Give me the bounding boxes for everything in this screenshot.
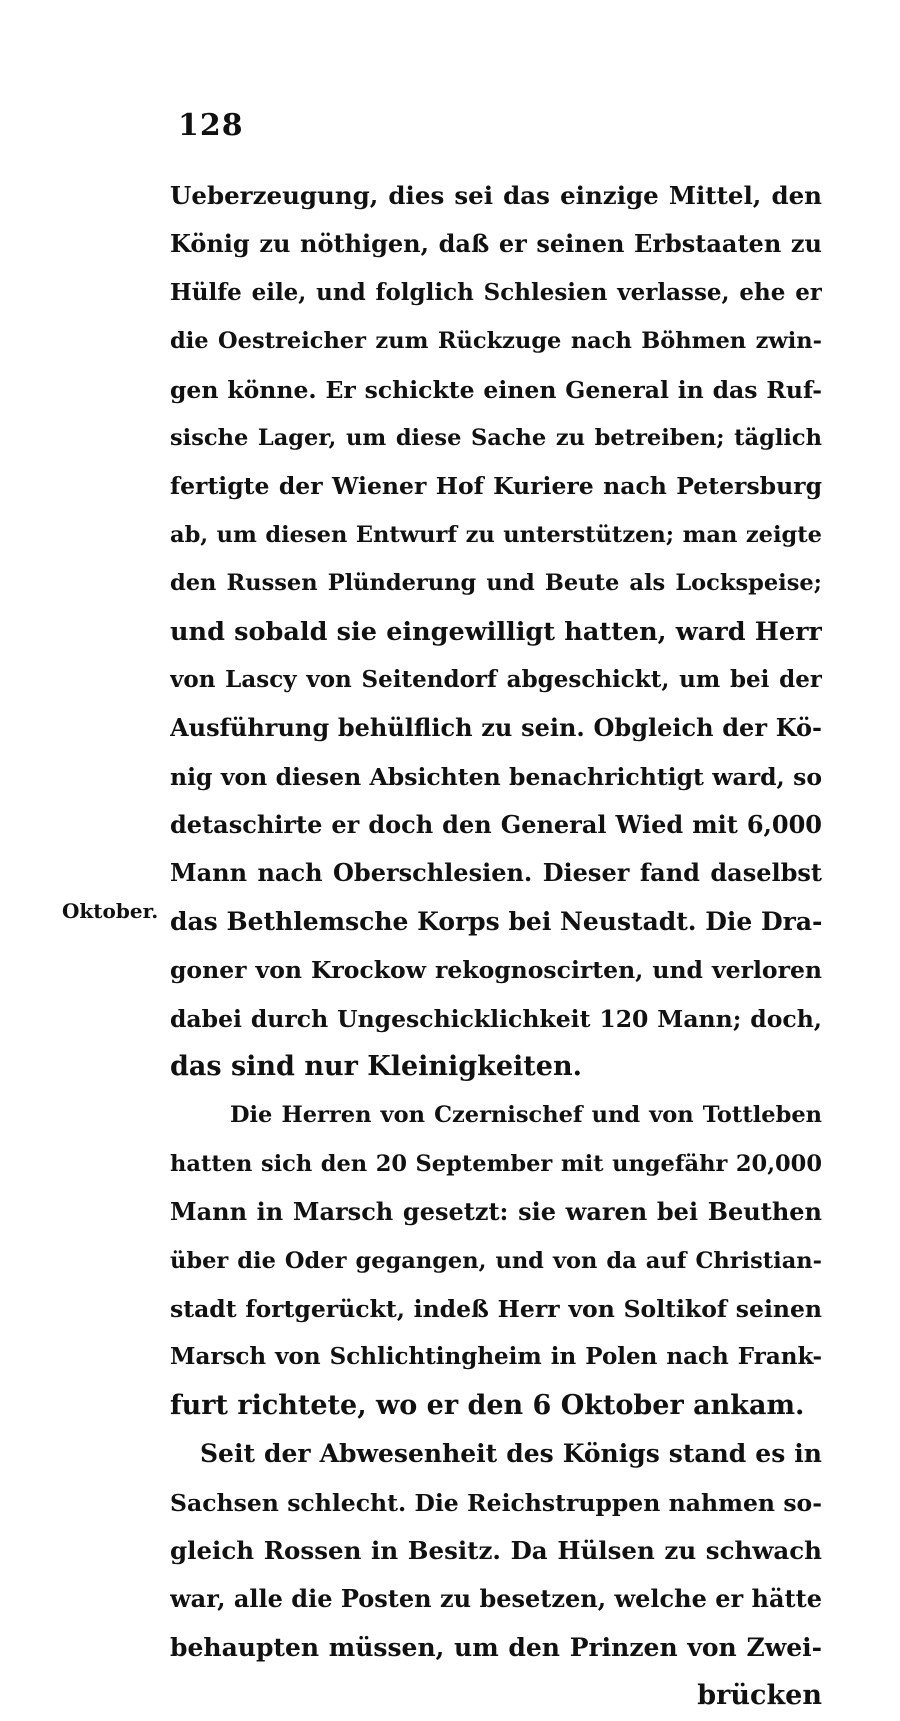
text-line: detaschirte er doch den General Wied mit 6,000 bbox=[170, 810, 822, 840]
text-line: Sachsen schlecht. Die Reichstruppen nahmen so- bbox=[170, 1488, 822, 1517]
text-line: über die Oder gegangen, und von da auf Christian- bbox=[170, 1247, 822, 1274]
body-text bbox=[170, 172, 822, 1721]
text-line: König zu nöthigen, daß er seinen Erbstaaten zu bbox=[170, 229, 822, 259]
text-line: das Bethlemsche Korps bei Neustadt. Die Dra- bbox=[170, 906, 822, 936]
text-line: stadt fortgerückt, indeß Herr von Soltikof seinen bbox=[170, 1294, 822, 1323]
text-line: Die Herren von Czernischef und von Tottleben bbox=[230, 1102, 822, 1129]
text-line: gleich Rossen in Besitz. Da Hülsen zu schwach bbox=[170, 1535, 822, 1565]
text-line: Ausführung behülflich zu sein. Obgleich der Kö- bbox=[170, 713, 822, 743]
catchword: brücken bbox=[697, 1680, 822, 1712]
text-line: Ueberzeugung, dies sei das einzige Mittel, den bbox=[170, 181, 822, 210]
text-line: das sind nur Kleinigkeiten. bbox=[170, 1051, 582, 1083]
text-line: den Russen Plünderung und Beute als Lockspeise; bbox=[170, 570, 822, 597]
text-line: und sobald sie eingewilligt hatten, ward Herr bbox=[170, 616, 822, 647]
text-line: furt richtete, wo er den 6 Oktober ankam. bbox=[170, 1389, 805, 1421]
text-line: hatten sich den 20 September mit ungefähr 20,000 bbox=[170, 1150, 822, 1177]
text-line: Marsch von Schlichtingheim in Polen nach Frank- bbox=[170, 1343, 822, 1371]
text-line: fertigte der Wiener Hof Kuriere nach Petersburg bbox=[170, 472, 822, 501]
text-line: war, alle die Posten zu besetzen, welche er hätte bbox=[170, 1584, 822, 1614]
text-line: sische Lager, um diese Sache zu betreiben; täglich bbox=[170, 424, 822, 451]
text-line: Hülfe eile, und folglich Schlesien verlasse, ehe er bbox=[170, 278, 822, 306]
text-line: Mann nach Oberschlesien. Dieser fand daselbst bbox=[170, 858, 822, 888]
text-line: dabei durch Ungeschicklichkeit 120 Mann; doch, bbox=[170, 1004, 822, 1033]
text-line: goner von Krockow rekognoscirten, und verloren bbox=[170, 956, 822, 985]
page-number: 128 bbox=[178, 108, 244, 143]
text-line: Seit der Abwesenheit des Königs stand es in bbox=[200, 1439, 822, 1469]
text-line: Mann in Marsch gesetzt: sie waren bei Beuthen bbox=[170, 1197, 822, 1227]
text-line: die Oestreicher zum Rückzuge nach Böhmen zwin- bbox=[170, 328, 822, 355]
text-line: gen könne. Er schickte einen General in das Ruf- bbox=[170, 375, 822, 404]
text-line: behaupten müssen, um den Prinzen von Zwei- bbox=[170, 1632, 822, 1662]
text-line: von Lascy von Seitendorf abgeschickt, um bei der bbox=[170, 665, 822, 693]
text-line: ab, um diesen Entwurf zu unterstützen; man zeigte bbox=[170, 521, 822, 548]
text-line: nig von diesen Absichten benachrichtigt ward, so bbox=[170, 762, 822, 791]
marginal-note: Oktober. bbox=[62, 899, 159, 923]
